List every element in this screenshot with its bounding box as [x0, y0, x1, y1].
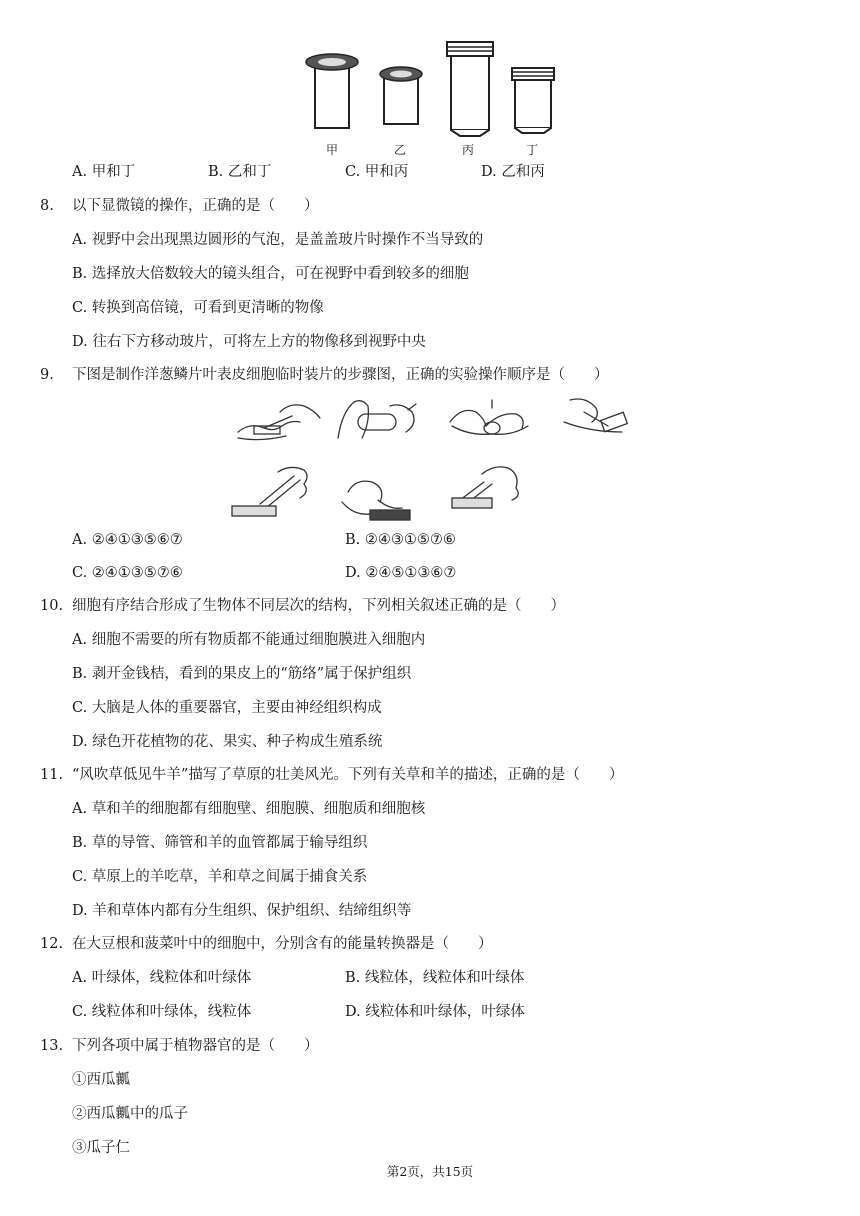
step-5-hand-icon [232, 467, 307, 516]
page-footer: 第2页，共15页 [386, 1164, 474, 1179]
lens-ding-icon [512, 68, 554, 133]
lens-label-bing: 丙 [462, 143, 475, 157]
option-a[interactable]: A. 草和羊的细胞都有细胞壁、细胞膜、细胞质和细胞核 [72, 801, 426, 817]
question-stem: “风吹草低见牛羊”描写了草原的壮美风光。下列有关草和羊的描述，正确的是（ ） [72, 767, 624, 783]
option-d[interactable]: D. 羊和草体内都有分生组织、保护组织、结缔组织等 [72, 903, 412, 919]
list-item: ③瓜子仁 [72, 1140, 130, 1156]
question-number: 11. [40, 767, 64, 783]
option-b[interactable]: B. 选择放大倍数较大的镜头组合，可在视野中看到较多的细胞 [72, 266, 469, 282]
option-d[interactable]: D. 乙和丙 [481, 164, 545, 180]
option-a[interactable]: A. 细胞不需要的所有物质都不能通过细胞膜进入细胞内 [72, 632, 426, 648]
question-stem: 以下显微镜的操作，正确的是（ ） [72, 198, 319, 214]
option-a[interactable]: A. 叶绿体，线粒体和叶绿体 [72, 970, 252, 986]
step-7-hand-icon [452, 467, 518, 508]
lens-label-jia: 甲 [326, 143, 339, 157]
option-c[interactable]: C. 大脑是人体的重要器官，主要由神经组织构成 [72, 700, 382, 716]
option-c[interactable]: C. ②④①③⑤⑦⑥ [72, 565, 183, 581]
step-6-hand-icon [342, 481, 410, 520]
option-c[interactable]: C. 线粒体和叶绿体，线粒体 [72, 1004, 252, 1020]
lens-label-ding: 丁 [526, 143, 539, 157]
option-a[interactable]: A. ②④①③⑤⑥⑦ [72, 532, 183, 548]
slide-steps-figure [230, 392, 640, 528]
option-d[interactable]: D. 往右下方移动玻片，可将左上方的物像移到视野中央 [72, 334, 426, 350]
option-c[interactable]: C. 转换到高倍镜，可看到更清晰的物像 [72, 300, 324, 316]
option-d[interactable]: D. 线粒体和叶绿体，叶绿体 [345, 1004, 525, 1020]
option-b[interactable]: B. 草的导管、筛管和羊的血管都属于输导组织 [72, 835, 368, 851]
lens-yi-icon [380, 67, 422, 124]
option-d[interactable]: D. ②④⑤①③⑥⑦ [345, 565, 457, 581]
question-stem: 在大豆根和菠菜叶中的细胞中，分别含有的能量转换器是（ ） [72, 936, 493, 952]
question-stem: 下列各项中属于植物器官的是（ ） [72, 1038, 319, 1054]
question-number: 8. [40, 198, 54, 214]
question-number: 12. [40, 936, 64, 952]
option-b[interactable]: B. 剥开金钱桔，看到的果皮上的“筋络”属于保护组织 [72, 666, 412, 682]
question-number: 13. [40, 1038, 64, 1054]
option-b[interactable]: B. ②④③①⑤⑦⑥ [345, 532, 456, 548]
step-3-hands-icon [450, 400, 528, 434]
question-number: 10. [40, 598, 64, 614]
question-number: 9. [40, 367, 54, 383]
option-c[interactable]: C. 草原上的羊吃草，羊和草之间属于捕食关系 [72, 869, 368, 885]
option-a[interactable]: A. 视野中会出现黑边圆形的气泡，是盖盖玻片时操作不当导致的 [72, 232, 484, 248]
step-1-hands-icon [238, 405, 320, 440]
option-b[interactable]: B. 线粒体，线粒体和叶绿体 [345, 970, 525, 986]
question-stem: 下图是制作洋葱鳞片叶表皮细胞临时装片的步骤图，正确的实验操作顺序是（ ） [72, 367, 609, 383]
option-d[interactable]: D. 绿色开花植物的花、果实、种子构成生殖系统 [72, 734, 383, 750]
option-a[interactable]: A. 甲和丁 [72, 164, 136, 180]
lens-bing-icon [447, 42, 493, 136]
option-c[interactable]: C. 甲和丙 [345, 164, 409, 180]
list-item: ①西瓜瓤 [72, 1072, 130, 1088]
list-item: ②西瓜瓤中的瓜子 [72, 1106, 188, 1122]
step-2-hands-icon [338, 401, 416, 438]
lens-label-yi: 乙 [394, 143, 407, 157]
lens-jia-icon [306, 54, 358, 128]
step-4-hand-icon [564, 399, 627, 432]
option-b[interactable]: B. 乙和丁 [208, 164, 272, 180]
question-stem: 细胞有序结合形成了生物体不同层次的结构，下列相关叙述正确的是（ ） [72, 598, 565, 614]
